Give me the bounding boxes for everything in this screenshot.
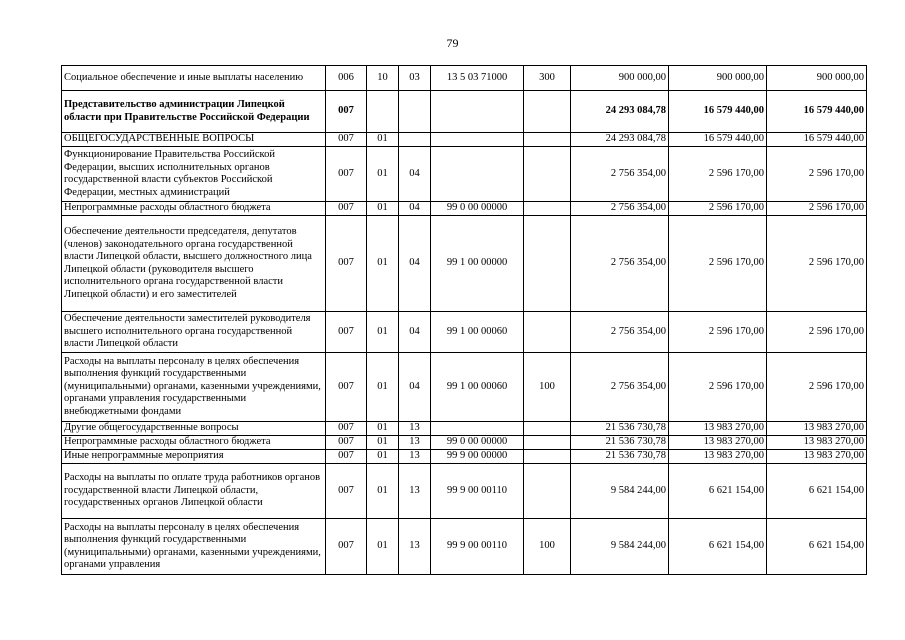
table-row [62, 312, 867, 353]
section-code-cell: 01 [367, 147, 399, 202]
target-article-code-cell: 13 5 03 71000 [431, 66, 524, 91]
target-article-code-cell: 99 9 00 00000 [431, 450, 524, 464]
sum-year-1-cell: 9 584 244,00 [571, 519, 669, 575]
expense-type-code-cell [524, 422, 571, 436]
section-code-cell: 01 [367, 312, 399, 353]
sum-year-3-cell: 2 596 170,00 [767, 216, 867, 312]
sum-year-2-cell: 6 621 154,00 [669, 464, 767, 519]
table-row [62, 216, 867, 312]
table-row [62, 450, 867, 464]
sum-year-3-cell: 2 596 170,00 [767, 312, 867, 353]
target-article-code-cell: 99 9 00 00110 [431, 519, 524, 575]
ved-code-cell: 007 [326, 133, 367, 147]
row-name-cell: Другие общегосударственные вопросы [62, 422, 326, 436]
sum-year-3-cell: 13 983 270,00 [767, 450, 867, 464]
sum-year-1-cell: 21 536 730,78 [571, 450, 669, 464]
table-row [62, 202, 867, 216]
page-number: 79 [446, 36, 459, 50]
table-row [62, 353, 867, 422]
ved-code-cell: 007 [326, 147, 367, 202]
subsection-code-cell [399, 133, 431, 147]
sum-year-3-cell: 2 596 170,00 [767, 353, 867, 422]
row-name-cell: Функционирование Правительства Российской Федерации, высших исполнительных органов государственной власти субъектов Российской Федерации, местных администраций [62, 147, 326, 202]
subsection-code-cell: 04 [399, 216, 431, 312]
sum-year-1-cell: 21 536 730,78 [571, 422, 669, 436]
sum-year-2-cell: 2 596 170,00 [669, 312, 767, 353]
table-row [62, 436, 867, 450]
section-code-cell: 01 [367, 202, 399, 216]
sum-year-3-cell: 6 621 154,00 [767, 519, 867, 575]
subsection-code-cell: 04 [399, 202, 431, 216]
sum-year-3-cell: 16 579 440,00 [767, 91, 867, 133]
target-article-code-cell: 99 1 00 00060 [431, 312, 524, 353]
sum-year-1-cell: 2 756 354,00 [571, 216, 669, 312]
expense-type-code-cell [524, 450, 571, 464]
row-name-cell: Обеспечение деятельности председателя, депутатов (членов) законодательного органа государственной власти Липецкой области, высшего должностного лица Липецкой области (руководителя высшего исполнительного органа государственной власти Липецкой области) и его заместителей [62, 216, 326, 312]
ved-code-cell: 007 [326, 464, 367, 519]
target-article-code-cell: 99 9 00 00110 [431, 464, 524, 519]
expense-type-code-cell: 300 [524, 66, 571, 91]
subsection-code-cell: 13 [399, 464, 431, 519]
target-article-code-cell: 99 0 00 00000 [431, 202, 524, 216]
ved-code-cell: 007 [326, 450, 367, 464]
target-article-code-cell: 99 0 00 00000 [431, 436, 524, 450]
row-name-cell: Расходы на выплаты по оплате труда работников органов государственной власти Липецкой области, государственных органов Липецкой области [62, 464, 326, 519]
ved-code-cell: 006 [326, 66, 367, 91]
subsection-code-cell: 03 [399, 66, 431, 91]
sum-year-2-cell: 2 596 170,00 [669, 353, 767, 422]
section-code-cell: 01 [367, 436, 399, 450]
section-code-cell: 01 [367, 422, 399, 436]
budget-table [61, 65, 867, 575]
sum-year-3-cell: 6 621 154,00 [767, 464, 867, 519]
sum-year-1-cell: 24 293 084,78 [571, 91, 669, 133]
section-code-cell: 10 [367, 66, 399, 91]
expense-type-code-cell [524, 91, 571, 133]
ved-code-cell: 007 [326, 353, 367, 422]
ved-code-cell: 007 [326, 91, 367, 133]
ved-code-cell: 007 [326, 436, 367, 450]
subsection-code-cell [399, 91, 431, 133]
sum-year-3-cell: 2 596 170,00 [767, 147, 867, 202]
sum-year-2-cell: 2 596 170,00 [669, 147, 767, 202]
expense-type-code-cell [524, 133, 571, 147]
sum-year-1-cell: 21 536 730,78 [571, 436, 669, 450]
sum-year-3-cell: 16 579 440,00 [767, 133, 867, 147]
table-row [62, 91, 867, 133]
row-name-cell: Иные непрограммные мероприятия [62, 450, 326, 464]
section-code-cell: 01 [367, 133, 399, 147]
sum-year-1-cell: 2 756 354,00 [571, 312, 669, 353]
table-row [62, 464, 867, 519]
ved-code-cell: 007 [326, 216, 367, 312]
expense-type-code-cell [524, 147, 571, 202]
sum-year-2-cell: 900 000,00 [669, 66, 767, 91]
sum-year-3-cell: 13 983 270,00 [767, 436, 867, 450]
expense-type-code-cell [524, 312, 571, 353]
target-article-code-cell: 99 1 00 00000 [431, 216, 524, 312]
sum-year-1-cell: 9 584 244,00 [571, 464, 669, 519]
sum-year-3-cell: 13 983 270,00 [767, 422, 867, 436]
target-article-code-cell [431, 133, 524, 147]
target-article-code-cell [431, 91, 524, 133]
table-row [62, 66, 867, 91]
ved-code-cell: 007 [326, 312, 367, 353]
table-body [62, 66, 867, 575]
expense-type-code-cell [524, 436, 571, 450]
sum-year-1-cell: 24 293 084,78 [571, 133, 669, 147]
sum-year-2-cell: 16 579 440,00 [669, 133, 767, 147]
row-name-cell: Представительство администрации Липецкой области при Правительстве Российской Федерации [62, 91, 326, 133]
table-row [62, 519, 867, 575]
sum-year-2-cell: 2 596 170,00 [669, 202, 767, 216]
subsection-code-cell: 04 [399, 312, 431, 353]
ved-code-cell: 007 [326, 519, 367, 575]
row-name-cell: Расходы на выплаты персоналу в целях обеспечения выполнения функций государственными (муниципальными) органами, казенными учреждениями, органами управления [62, 519, 326, 575]
section-code-cell: 01 [367, 450, 399, 464]
sum-year-2-cell: 16 579 440,00 [669, 91, 767, 133]
table-row [62, 147, 867, 202]
sum-year-2-cell: 13 983 270,00 [669, 436, 767, 450]
ved-code-cell: 007 [326, 202, 367, 216]
section-code-cell [367, 91, 399, 133]
sum-year-2-cell: 13 983 270,00 [669, 450, 767, 464]
subsection-code-cell: 13 [399, 422, 431, 436]
expense-type-code-cell [524, 464, 571, 519]
table-row [62, 133, 867, 147]
expense-type-code-cell: 100 [524, 353, 571, 422]
section-code-cell: 01 [367, 216, 399, 312]
subsection-code-cell: 13 [399, 519, 431, 575]
sum-year-2-cell: 2 596 170,00 [669, 216, 767, 312]
sum-year-1-cell: 2 756 354,00 [571, 202, 669, 216]
row-name-cell: Непрограммные расходы областного бюджета [62, 436, 326, 450]
row-name-cell: Обеспечение деятельности заместителей руководителя высшего исполнительного органа государственной власти Липецкой области [62, 312, 326, 353]
subsection-code-cell: 13 [399, 450, 431, 464]
row-name-cell: Расходы на выплаты персоналу в целях обеспечения выполнения функций государственными (муниципальными) органами, казенными учреждениями, органами управления государственными внебюджетными фондами [62, 353, 326, 422]
expense-type-code-cell: 100 [524, 519, 571, 575]
section-code-cell: 01 [367, 519, 399, 575]
target-article-code-cell [431, 422, 524, 436]
sum-year-1-cell: 900 000,00 [571, 66, 669, 91]
subsection-code-cell: 04 [399, 353, 431, 422]
sum-year-3-cell: 2 596 170,00 [767, 202, 867, 216]
section-code-cell: 01 [367, 353, 399, 422]
row-name-cell: Социальное обеспечение и иные выплаты населению [62, 66, 326, 91]
row-name-cell: Непрограммные расходы областного бюджета [62, 202, 326, 216]
subsection-code-cell: 13 [399, 436, 431, 450]
expense-type-code-cell [524, 216, 571, 312]
table-row [62, 422, 867, 436]
sum-year-1-cell: 2 756 354,00 [571, 353, 669, 422]
ved-code-cell: 007 [326, 422, 367, 436]
target-article-code-cell [431, 147, 524, 202]
sum-year-3-cell: 900 000,00 [767, 66, 867, 91]
target-article-code-cell: 99 1 00 00060 [431, 353, 524, 422]
row-name-cell: ОБЩЕГОСУДАРСТВЕННЫЕ ВОПРОСЫ [62, 133, 326, 147]
subsection-code-cell: 04 [399, 147, 431, 202]
sum-year-2-cell: 13 983 270,00 [669, 422, 767, 436]
section-code-cell: 01 [367, 464, 399, 519]
sum-year-2-cell: 6 621 154,00 [669, 519, 767, 575]
expense-type-code-cell [524, 202, 571, 216]
sum-year-1-cell: 2 756 354,00 [571, 147, 669, 202]
